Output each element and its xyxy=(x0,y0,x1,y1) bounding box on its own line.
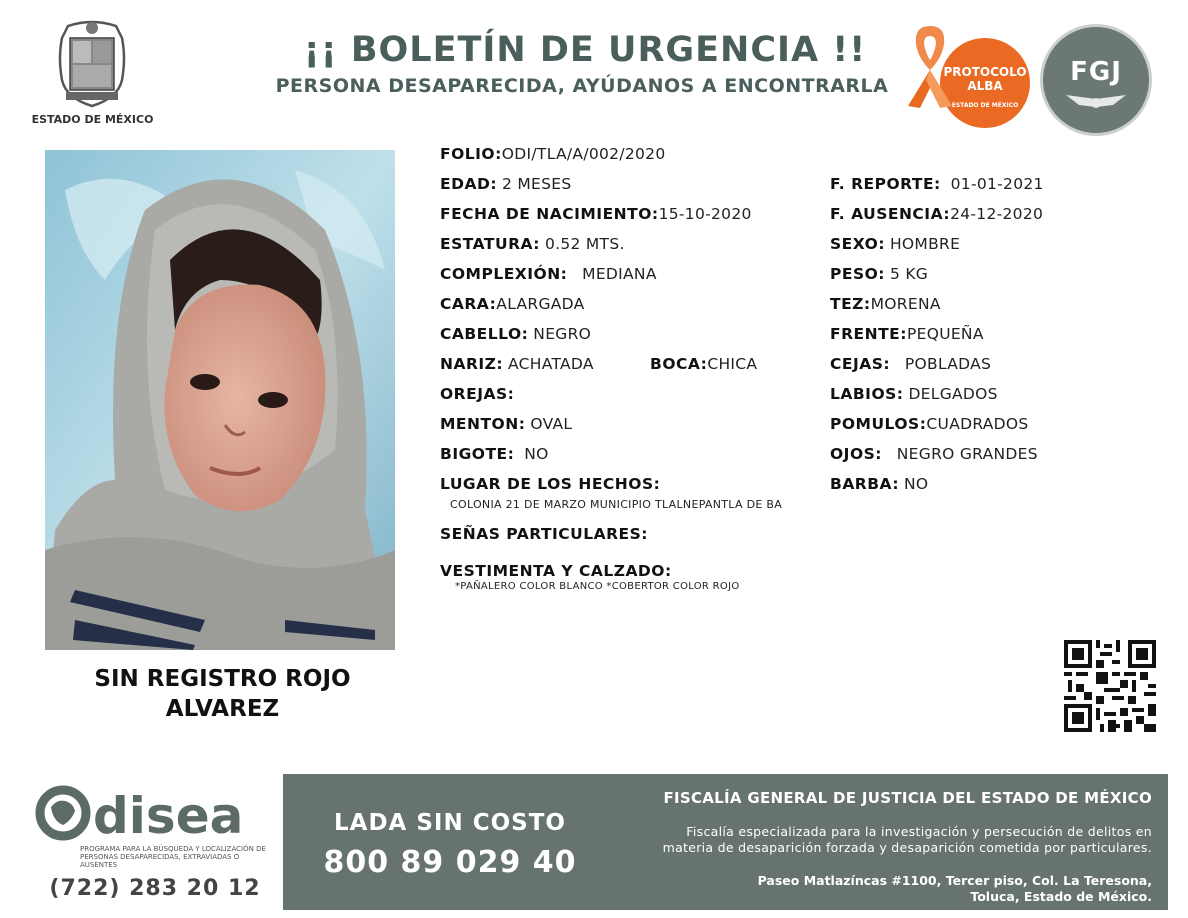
field-label: FECHA DE NACIMIENTO: xyxy=(440,205,659,223)
field-label: TEZ: xyxy=(830,295,871,313)
field-value: 2 MESES xyxy=(501,175,572,193)
field-value: ODI/TLA/A/002/2020 xyxy=(501,145,666,163)
protocolo-alba-logo xyxy=(900,22,1030,134)
field-sexo xyxy=(830,234,960,254)
field-pomulos xyxy=(830,414,1029,434)
field-label: BOCA: xyxy=(650,355,708,373)
field-label: FRENTE: xyxy=(830,325,907,343)
field-nariz xyxy=(440,354,594,374)
field-vestimenta xyxy=(440,561,672,581)
field-label: VESTIMENTA Y CALZADO: xyxy=(440,562,672,580)
field-cara xyxy=(440,294,585,314)
fgj-logo-text: FGJ xyxy=(1070,57,1122,87)
field-estatura xyxy=(440,234,625,254)
field-f-ausencia xyxy=(830,204,1043,224)
field-label: F. REPORTE: xyxy=(830,175,941,193)
field-value: NO xyxy=(903,475,929,493)
field-lugar-hechos xyxy=(440,474,660,494)
field-orejas xyxy=(440,384,514,404)
field-value: NO xyxy=(524,445,549,463)
field-ojos xyxy=(830,444,1038,464)
fgj-seal-logo xyxy=(1040,24,1152,136)
field-value: PEQUEÑA xyxy=(906,325,984,343)
field-value: HOMBRE xyxy=(889,235,961,253)
field-value: ACHATADA xyxy=(508,355,594,373)
field-label: SEXO: xyxy=(830,235,886,253)
field-label: POMULOS: xyxy=(830,415,927,433)
field-frente xyxy=(830,324,984,344)
field-label: CEJAS: xyxy=(830,355,891,373)
field-label: EDAD: xyxy=(440,175,498,193)
fiscalia-address-line2: Toluca, Estado de México. xyxy=(970,889,1152,904)
field-label: BIGOTE: xyxy=(440,445,515,463)
field-value: MEDIANA xyxy=(582,265,657,283)
odisea-wordmark: disea xyxy=(93,787,244,845)
field-label: LABIOS: xyxy=(830,385,904,403)
field-boca xyxy=(650,354,757,374)
field-value: 24-12-2020 xyxy=(950,205,1044,223)
field-value: ALARGADA xyxy=(496,295,585,313)
field-lugar-value: COLONIA 21 DE MARZO MUNICIPIO TLALNEPANTLA DE BA xyxy=(450,498,783,511)
field-senas xyxy=(440,524,648,544)
field-value: CUADRADOS xyxy=(926,415,1029,433)
field-value: MORENA xyxy=(870,295,941,313)
field-peso xyxy=(830,264,928,284)
field-label: MENTON: xyxy=(440,415,526,433)
field-menton xyxy=(440,414,572,434)
field-label: LUGAR DE LOS HECHOS: xyxy=(440,475,661,493)
qr-code[interactable] xyxy=(1064,640,1156,732)
field-label: CARA: xyxy=(440,295,497,313)
wings-icon xyxy=(1061,91,1131,115)
field-f-reporte xyxy=(830,174,1044,194)
field-label: BARBA: xyxy=(830,475,900,493)
field-value: CHICA xyxy=(707,355,758,373)
field-value: NEGRO GRANDES xyxy=(896,445,1038,463)
field-value: OVAL xyxy=(530,415,573,433)
field-label: F. AUSENCIA: xyxy=(830,205,951,223)
fiscalia-description-line1: Fiscalía especializada para la investigación y persecución de delitos en xyxy=(686,824,1152,839)
field-value: 5 KG xyxy=(889,265,929,283)
local-phone-number: (722) 283 20 12 xyxy=(49,876,261,901)
alba-text-alba: ALBA xyxy=(967,79,1003,93)
bulletin-subtitle: PERSONA DESAPARECIDA, AYÚDANOS A ENCONTRARLA xyxy=(275,75,889,97)
field-bigote xyxy=(440,444,549,464)
field-value: 0.52 MTS. xyxy=(544,235,625,253)
field-value: 15-10-2020 xyxy=(658,205,752,223)
field-label: PESO: xyxy=(830,265,885,283)
field-label: ESTATURA: xyxy=(440,235,540,253)
field-label: FOLIO: xyxy=(440,145,502,163)
toll-free-label: LADA SIN COSTO xyxy=(334,810,566,836)
alba-text-estado: ESTADO DE MÉXICO xyxy=(951,102,1019,109)
odisea-tagline: PROGRAMA PARA LA BÚSQUEDA Y LOCALIZACIÓN DE PERSONAS DESAPARECIDAS, EXTRAVIADAS O AUSENTES xyxy=(80,845,266,869)
field-cejas xyxy=(830,354,991,374)
field-vestimenta-value: *PAÑALERO COLOR BLANCO *COBERTOR COLOR ROJO xyxy=(455,581,740,592)
person-name-line1: SIN REGISTRO ROJO xyxy=(94,666,351,692)
field-complexion xyxy=(440,264,657,284)
alba-text-protocolo: PROTOCOLO xyxy=(943,65,1027,79)
field-label: OREJAS: xyxy=(440,385,515,403)
fiscalia-description-line2: materia de desaparición forzada y desaparición cometida por particulares. xyxy=(662,840,1152,855)
field-value: DELGADOS xyxy=(908,385,998,403)
fiscalia-name: FISCALÍA GENERAL DE JUSTICIA DEL ESTADO DE MÉXICO xyxy=(663,789,1152,807)
bulletin-title: ¡¡ BOLETÍN DE URGENCIA !! xyxy=(303,30,867,70)
field-label: COMPLEXIÓN: xyxy=(440,265,568,283)
field-value: NEGRO xyxy=(533,325,592,343)
field-label: CABELLO: xyxy=(440,325,529,343)
field-folio xyxy=(440,144,666,164)
estado-de-mexico-label: ESTADO DE MÉXICO xyxy=(31,113,154,126)
field-value: POBLADAS xyxy=(904,355,992,373)
field-tez xyxy=(830,294,941,314)
fiscalia-address-line1: Paseo Matlazíncas #1100, Tercer piso, Col. La Teresona, xyxy=(757,873,1152,888)
person-name-line2: ALVAREZ xyxy=(165,696,280,722)
field-value: 01-01-2021 xyxy=(950,175,1044,193)
field-edad xyxy=(440,174,571,194)
field-labios xyxy=(830,384,998,404)
field-barba xyxy=(830,474,928,494)
field-cabello xyxy=(440,324,591,344)
missing-person-photo xyxy=(45,150,395,650)
field-fecha-nacimiento xyxy=(440,204,752,224)
toll-free-number: 800 89 029 40 xyxy=(323,845,577,880)
field-label: SEÑAS PARTICULARES: xyxy=(440,525,649,543)
field-label: NARIZ: xyxy=(440,355,504,373)
field-label: OJOS: xyxy=(830,445,882,463)
